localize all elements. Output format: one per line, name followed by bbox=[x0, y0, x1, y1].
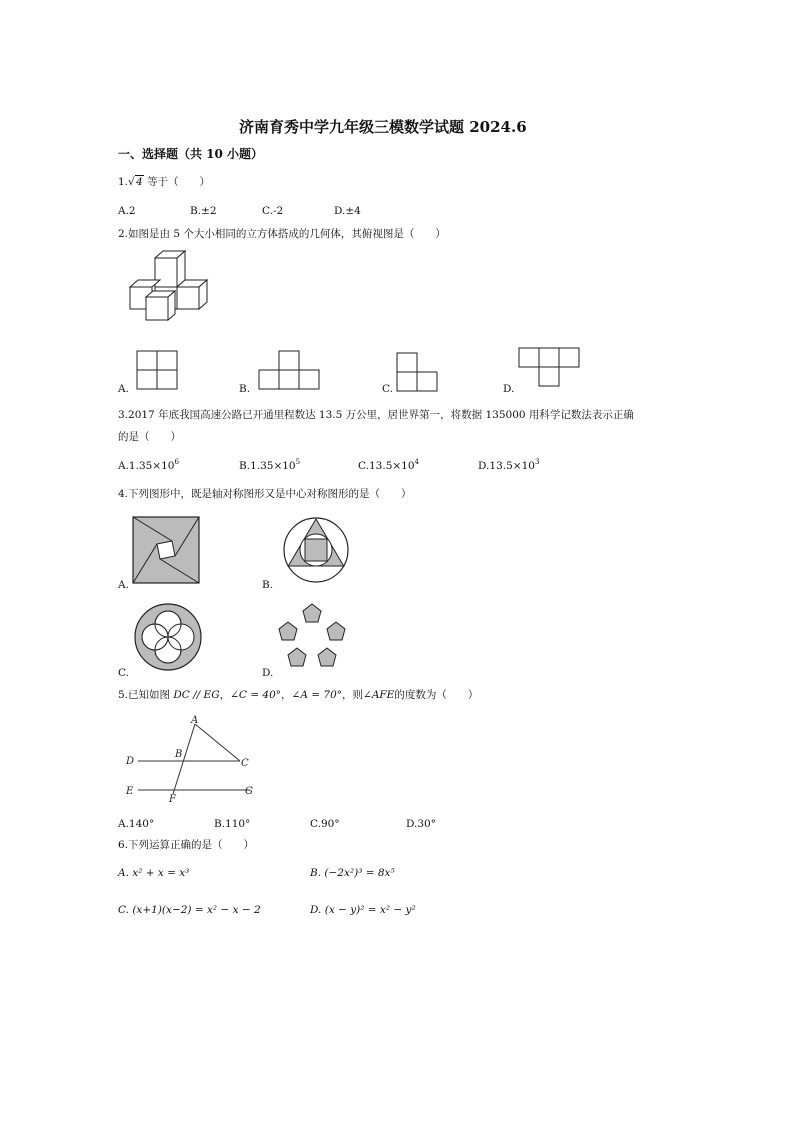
option-base: 13.5×10 bbox=[369, 460, 415, 472]
q2-cube-figure bbox=[125, 248, 225, 328]
q1-option-c[interactable]: C.-2 bbox=[262, 205, 284, 217]
question-4-stem: 4.下列图形中，既是轴对称图形又是中心对称图形的是（ ） bbox=[118, 488, 412, 500]
point-e-label: E bbox=[126, 786, 134, 797]
q4-option-d-figure[interactable] bbox=[276, 602, 348, 672]
option-label: B. bbox=[239, 460, 251, 472]
stem-mid: ，则 bbox=[342, 689, 364, 701]
point-a-label: A bbox=[191, 715, 199, 726]
question-1-prefix: 1. bbox=[118, 176, 129, 188]
condition-angle-a: ∠A = 70° bbox=[291, 689, 343, 701]
q1-option-a[interactable]: A.2 bbox=[118, 205, 136, 217]
q6-option-b[interactable]: B. (−2x²)³ = 8x⁵ bbox=[310, 867, 395, 879]
option-exponent: 4 bbox=[414, 458, 420, 466]
q6-option-d[interactable]: D. (x − y)² = x² − y² bbox=[310, 904, 416, 916]
q4-option-a-figure[interactable] bbox=[132, 516, 200, 584]
separator: ， bbox=[281, 689, 292, 701]
point-d-label: D bbox=[126, 756, 135, 767]
condition-parallel: DC // EG bbox=[173, 689, 220, 701]
q2-option-b-label[interactable]: B. bbox=[239, 383, 251, 395]
q5-option-c[interactable]: C.90° bbox=[310, 818, 340, 830]
option-base: 1.35×10 bbox=[128, 460, 175, 472]
q2-option-a-label[interactable]: A. bbox=[118, 383, 129, 395]
separator: ， bbox=[219, 689, 231, 701]
point-f-label: F bbox=[169, 794, 176, 805]
point-g-label: G bbox=[245, 786, 253, 797]
section-heading: 一、选择题（共 10 小题） bbox=[118, 147, 264, 161]
q2-option-a-figure[interactable] bbox=[136, 350, 178, 390]
q5-geometry-figure bbox=[122, 714, 262, 804]
option-base: 1.35×10 bbox=[250, 460, 296, 472]
option-label: A. bbox=[118, 460, 129, 472]
page-title: 济南育秀中学九年级三模数学试题 2024.6 bbox=[239, 118, 527, 136]
q2-option-d-label[interactable]: D. bbox=[503, 383, 515, 395]
q4-option-d-label[interactable]: D. bbox=[262, 667, 274, 679]
option-base: 13.5×10 bbox=[489, 460, 535, 472]
q2-option-b-figure[interactable] bbox=[258, 350, 320, 390]
q6-option-c[interactable]: C. (x+1)(x−2) = x² − x − 2 bbox=[118, 904, 261, 916]
option-exponent: 6 bbox=[174, 458, 179, 466]
point-b-label: B bbox=[175, 749, 183, 760]
q4-option-b-figure[interactable] bbox=[281, 516, 351, 584]
q4-option-c-label[interactable]: C. bbox=[118, 667, 129, 679]
q1-option-b[interactable]: B.±2 bbox=[190, 205, 217, 217]
question-3-stem-line2: 的是（ ） bbox=[118, 431, 181, 443]
option-label: C. bbox=[358, 460, 369, 472]
q3-option-d[interactable] bbox=[478, 460, 539, 473]
q2-option-c-figure[interactable] bbox=[396, 352, 438, 392]
q3-option-c[interactable] bbox=[358, 460, 419, 473]
q5-option-a[interactable]: A.140° bbox=[118, 818, 155, 830]
option-label: D. bbox=[478, 460, 490, 472]
q4-option-c-figure[interactable] bbox=[133, 602, 203, 672]
radicand: 4 bbox=[136, 176, 143, 188]
stem-suffix: 的度数为（ ） bbox=[394, 689, 479, 701]
question-6-stem: 6.下列运算正确的是（ ） bbox=[118, 839, 255, 851]
q3-option-b[interactable] bbox=[239, 460, 300, 473]
condition-angle-c: ∠C = 40° bbox=[230, 689, 282, 701]
q6-option-a[interactable]: A. x² + x = x³ bbox=[118, 867, 190, 879]
question-5-stem bbox=[118, 689, 478, 702]
question-2-stem: 2.如图是由 5 个大小相同的立方体搭成的几何体，其俯视图是（ ） bbox=[118, 228, 446, 240]
q1-option-d[interactable]: D.±4 bbox=[334, 205, 361, 217]
q5-option-d[interactable]: D.30° bbox=[406, 818, 436, 830]
question-3-stem-line1: 3.2017 年底我国高速公路已开通里程数达 13.5 万公里，居世界第一，将数据 135000 用科学记数法表示正确 bbox=[118, 409, 634, 421]
q4-option-a-label[interactable]: A. bbox=[118, 579, 129, 591]
stem-prefix: 5.已知如图 bbox=[118, 689, 174, 701]
question-1-text: 等于（ ） bbox=[147, 176, 211, 188]
q2-option-d-figure[interactable] bbox=[518, 347, 580, 387]
option-exponent: 3 bbox=[534, 458, 540, 466]
sqrt-symbol: √ 4 bbox=[128, 176, 143, 188]
option-exponent: 5 bbox=[295, 458, 301, 466]
q2-option-c-label[interactable]: C. bbox=[382, 383, 393, 395]
q3-option-a[interactable] bbox=[118, 460, 179, 473]
target-angle: ∠AFE bbox=[363, 689, 395, 701]
q5-option-b[interactable]: B.110° bbox=[214, 818, 251, 830]
question-1-stem bbox=[118, 176, 210, 189]
point-c-label: C bbox=[241, 758, 249, 769]
q4-option-b-label[interactable]: B. bbox=[262, 579, 274, 591]
